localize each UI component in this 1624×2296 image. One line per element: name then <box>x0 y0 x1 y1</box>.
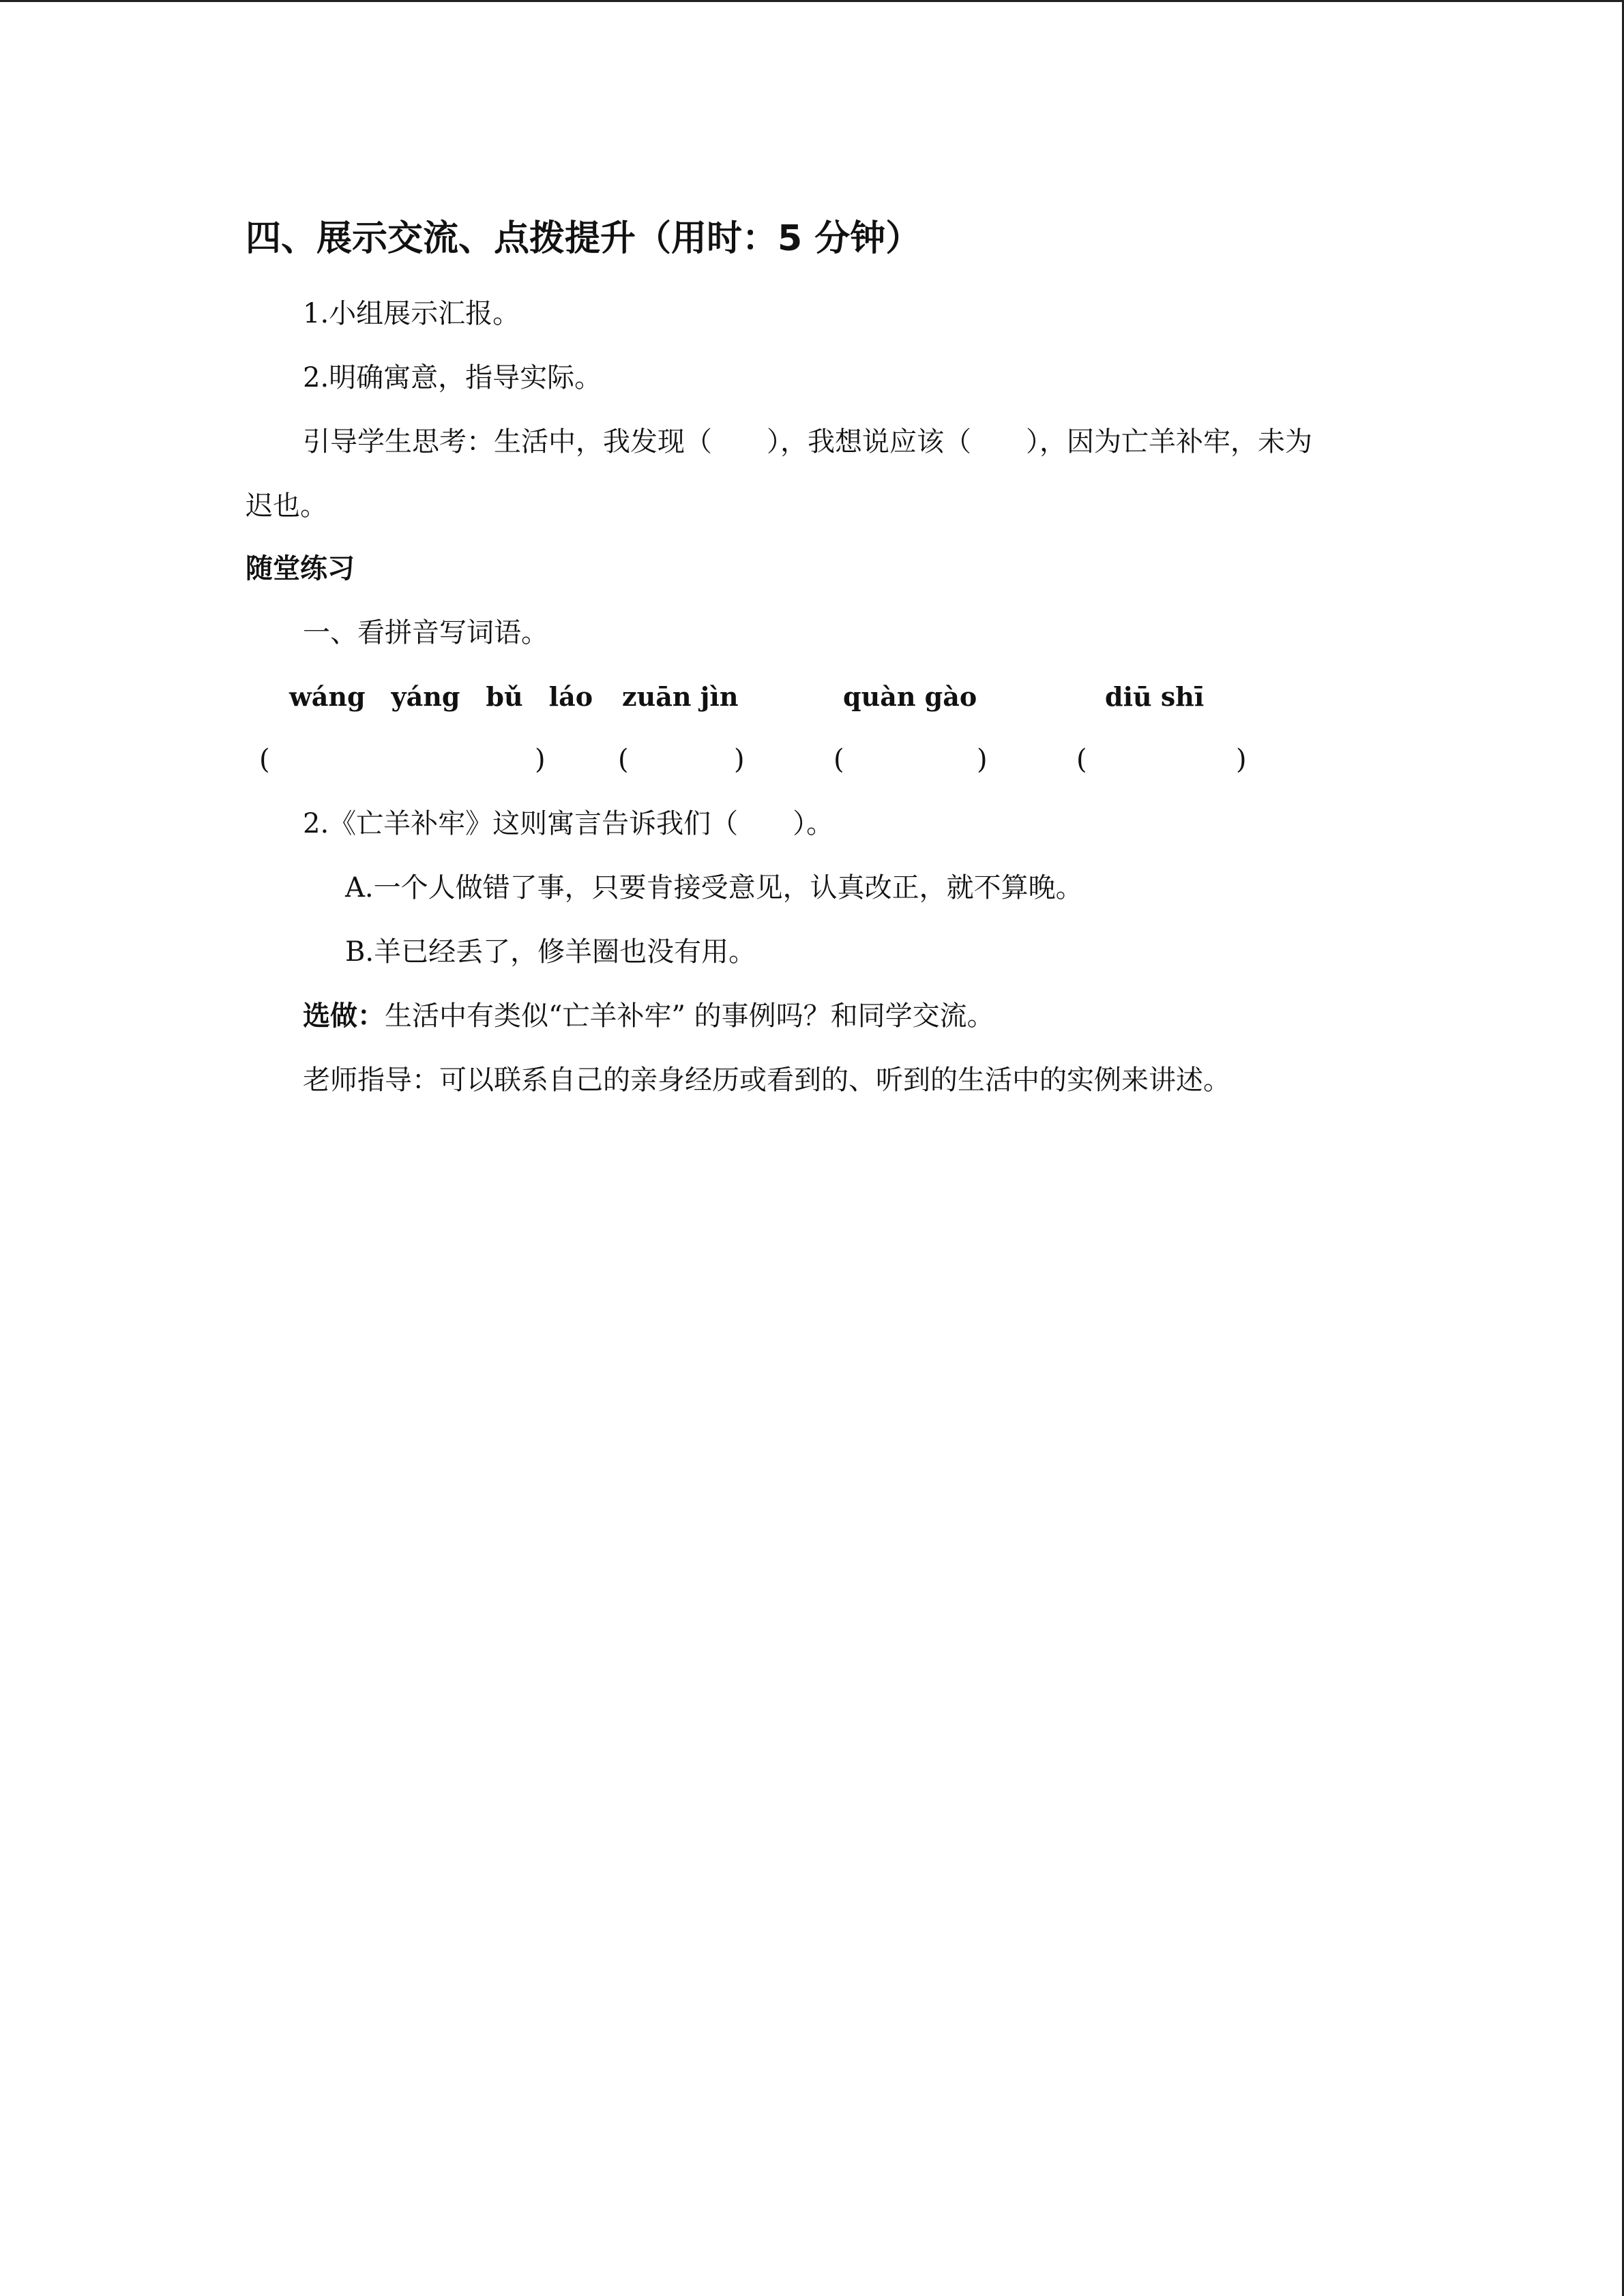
option-b: B.羊已经丢了，修羊圈也没有用。 <box>345 936 756 968</box>
section-heading: 四、展示交流、点拨提升（用时：5 分钟） <box>246 218 921 259</box>
guide-line-1: 引导学生思考：生活中，我发现（ ），我想说应该（ ），因为亡羊补牢，未为 <box>303 426 1312 458</box>
optional-task <box>303 1000 994 1032</box>
question-1-label: 一、看拼音写词语。 <box>303 617 548 648</box>
pinyin-word-4: diū shī <box>1105 681 1205 712</box>
item-1: 1.小组展示汇报。 <box>303 298 520 329</box>
guide-line-2: 迟也。 <box>246 490 327 522</box>
practice-heading: 随堂练习 <box>246 553 355 584</box>
optional-text: 生活中有类似“亡羊补牢” 的事例吗？和同学交流。 <box>385 1000 994 1032</box>
teacher-guide: 老师指导：可以联系自己的亲身经历或看到的、听到的生活中的实例来讲述。 <box>303 1064 1230 1096</box>
item-2: 2.明确寓意，指导实际。 <box>303 362 602 393</box>
answer-box-2-close: ) <box>734 744 745 775</box>
answer-box-4-close: ) <box>1236 744 1247 775</box>
pinyin-word-2: zuān jìn <box>622 681 739 712</box>
question-2: 2.《亡羊补牢》这则寓言告诉我们（ ）。 <box>303 808 834 839</box>
answer-box-1-open: ( <box>259 744 270 775</box>
answer-box-1-close: ) <box>535 744 546 775</box>
pinyin-word-1: wáng yáng bǔ láo <box>289 681 593 712</box>
pinyin-word-3: quàn gào <box>843 681 977 712</box>
answer-box-4-open: ( <box>1076 744 1087 775</box>
answer-box-3-open: ( <box>833 744 844 775</box>
answer-box-3-close: ) <box>977 744 988 775</box>
page-top-border <box>0 0 1624 2</box>
option-a: A.一个人做错了事，只要肯接受意见，认真改正，就不算晚。 <box>345 872 1083 904</box>
optional-label: 选做： <box>303 1000 385 1032</box>
answer-box-2-open: ( <box>618 744 629 775</box>
